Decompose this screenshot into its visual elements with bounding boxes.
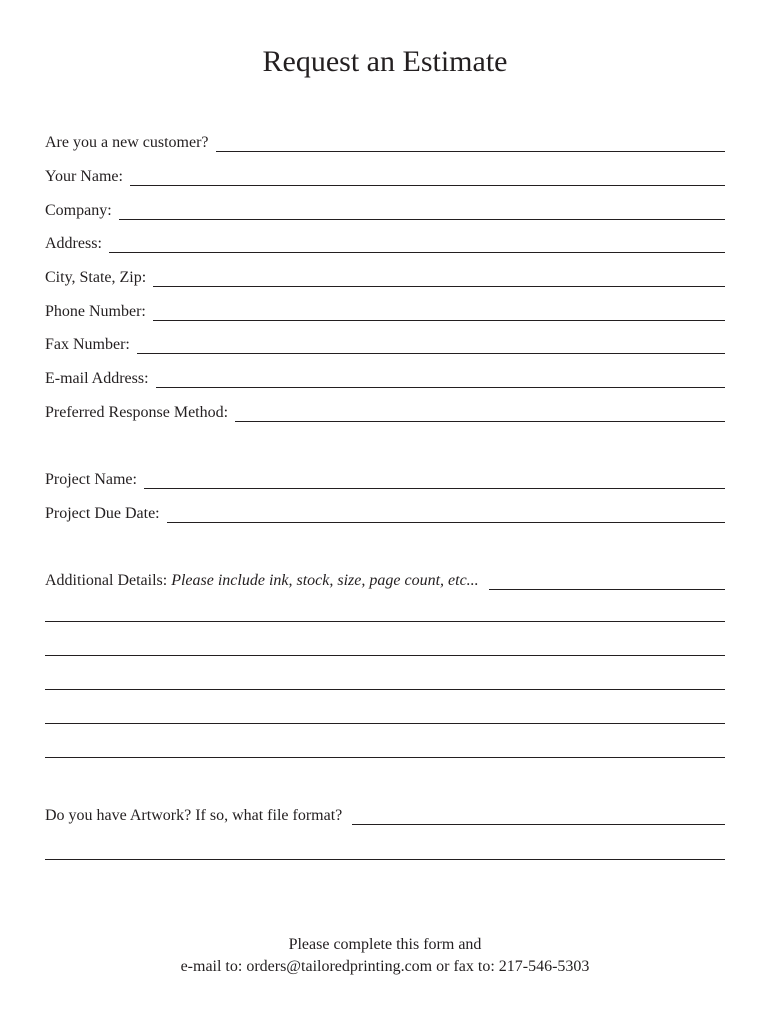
additional-details-label <box>45 571 479 591</box>
preferred-response-label: Preferred Response Method: <box>45 404 229 421</box>
additional-details-line-3[interactable] <box>45 689 725 690</box>
additional-details-label-text: Additional Details: <box>45 572 168 589</box>
project-name-field[interactable] <box>45 468 725 490</box>
address-input-line[interactable] <box>109 252 725 253</box>
new-customer-input-line[interactable] <box>216 151 726 152</box>
project-due-date-label: Project Due Date: <box>45 505 160 522</box>
form-title: Request an Estimate <box>262 45 508 78</box>
artwork-label: Do you have Artwork? If so, what file format? <box>45 807 343 824</box>
new-customer-label: Are you a new customer? <box>45 134 209 151</box>
fax-number-field[interactable] <box>45 333 725 355</box>
project-due-date-field[interactable] <box>45 502 725 524</box>
phone-number-field[interactable] <box>45 300 725 322</box>
project-due-date-input-line[interactable] <box>167 522 725 523</box>
additional-details-field[interactable] <box>45 569 725 591</box>
additional-details-line-2[interactable] <box>45 655 725 656</box>
footer-contact: e-mail to: orders@tailoredprinting.com or fax to: 217-546-5303 <box>180 958 590 975</box>
additional-details-line-5[interactable] <box>45 757 725 758</box>
company-field[interactable] <box>45 199 725 221</box>
preferred-response-input-line[interactable] <box>235 421 725 422</box>
city-state-zip-field[interactable] <box>45 266 725 288</box>
city-state-zip-input-line[interactable] <box>153 286 725 287</box>
artwork-input-line[interactable] <box>352 824 725 825</box>
artwork-line-2[interactable] <box>45 859 725 860</box>
address-label: Address: <box>45 235 102 252</box>
company-input-line[interactable] <box>119 219 725 220</box>
email-address-input-line[interactable] <box>156 387 725 388</box>
address-field[interactable] <box>45 232 725 254</box>
your-name-input-line[interactable] <box>130 185 725 186</box>
additional-details-hint: Please include ink, stock, size, page count, etc... <box>171 572 479 589</box>
project-name-input-line[interactable] <box>144 488 725 489</box>
fax-number-input-line[interactable] <box>137 353 725 354</box>
your-name-field[interactable] <box>45 165 725 187</box>
email-address-label: E-mail Address: <box>45 370 149 387</box>
artwork-field[interactable] <box>45 804 725 826</box>
email-address-field[interactable] <box>45 367 725 389</box>
new-customer-field[interactable] <box>45 131 725 153</box>
city-state-zip-label: City, State, Zip: <box>45 269 147 286</box>
additional-details-line-4[interactable] <box>45 723 725 724</box>
preferred-response-field[interactable] <box>45 401 725 423</box>
phone-number-label: Phone Number: <box>45 303 146 320</box>
additional-details-input-line[interactable] <box>489 589 725 590</box>
your-name-label: Your Name: <box>45 168 123 185</box>
fax-number-label: Fax Number: <box>45 336 130 353</box>
project-name-label: Project Name: <box>45 471 137 488</box>
company-label: Company: <box>45 202 112 219</box>
footer-instruction: Please complete this form and <box>288 936 482 953</box>
additional-details-line-1[interactable] <box>45 621 725 622</box>
phone-number-input-line[interactable] <box>153 320 725 321</box>
